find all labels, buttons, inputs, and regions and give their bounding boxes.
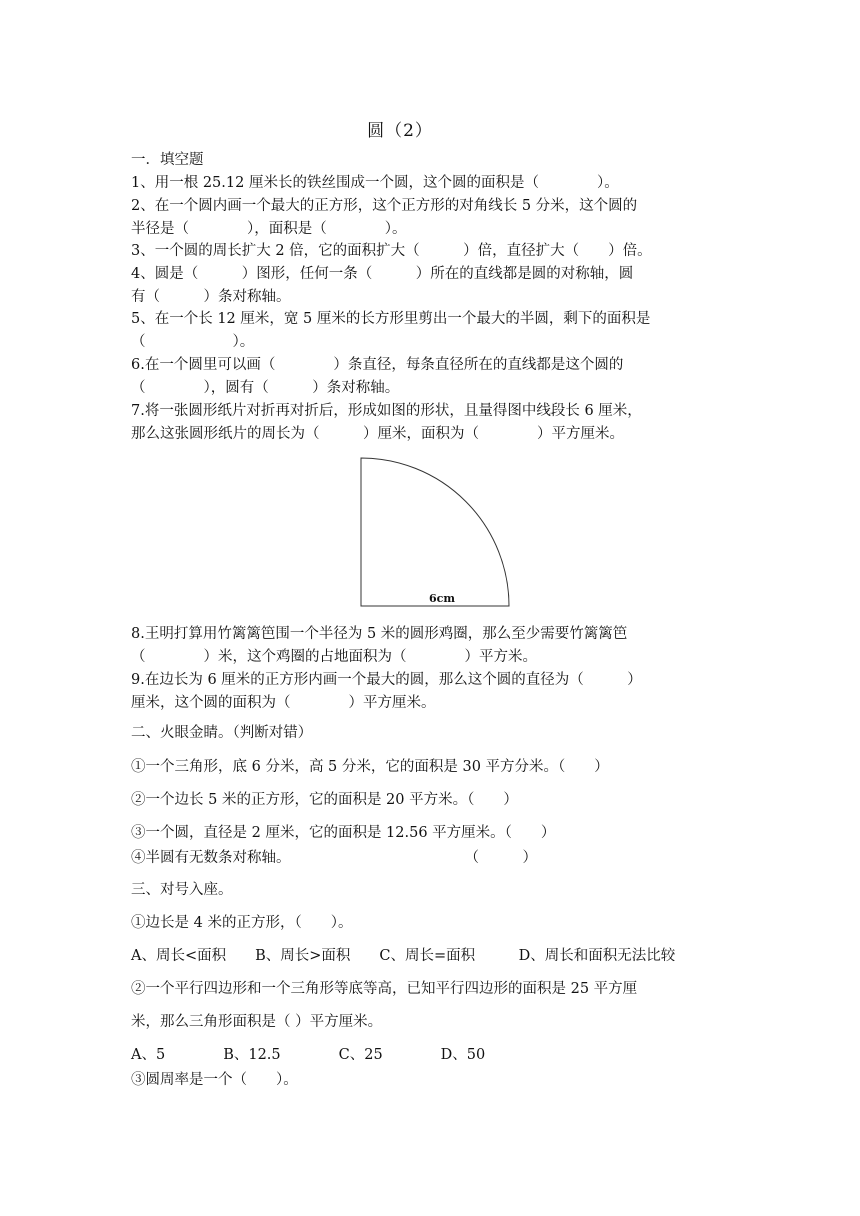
- question-line: 1、用一根 25.12 厘米长的铁丝围成一个圆，这个圆的面积是（ ）。: [131, 175, 619, 191]
- question-line: 那么这张圆形纸片的周长为（ ）厘米，面积为（ ）平方厘米。: [131, 426, 624, 442]
- question-line: 9.在边长为 6 厘米的正方形内画一个最大的圆，那么这个圆的直径为（ ）: [131, 672, 642, 688]
- quarter-circle-figure: [358, 455, 514, 611]
- judge-item: ③一个圆，直径是 2 厘米，它的面积是 12.56 平方厘米。（ ）: [131, 825, 556, 841]
- question-line: 厘米，这个圆的面积为（ ）平方厘米。: [131, 695, 436, 711]
- section-heading-judge: 二、火眼金睛。（判断对错）: [131, 725, 313, 741]
- section-heading-fill-blank: 一．填空题: [131, 152, 204, 168]
- choice-options: A、周长<面积 B、周长>面积 C、周长=面积 D、周长和面积无法比较: [131, 948, 676, 964]
- choice-question: ③圆周率是一个（ ）。: [131, 1072, 298, 1088]
- question-line: 半径是（ ），面积是（ ）。: [131, 221, 407, 237]
- choice-question: 米，那么三角形面积是（ ）平方厘米。: [131, 1014, 383, 1030]
- choice-question: ①边长是 4 米的正方形，（ ）。: [131, 915, 353, 931]
- choice-question: ②一个平行四边形和一个三角形等底等高，已知平行四边形的面积是 25 平方厘: [131, 981, 638, 997]
- question-line: （ ），圆有（ ）条对称轴。: [131, 380, 400, 396]
- question-line: 4、圆是（ ）图形，任何一条（ ）所在的直线都是圆的对称轴，圆: [131, 266, 634, 282]
- question-line: 7.将一张圆形纸片对折再对折后，形成如图的形状，且量得图中线段长 6 厘米，: [131, 403, 642, 419]
- question-line: （ ）米，这个鸡圈的占地面积为（ ）平方米。: [131, 649, 537, 665]
- section-heading-choice: 三、对号入座。: [131, 882, 233, 898]
- question-line: 6.在一个圆里可以画（ ）条直径，每条直径所在的直线都是这个圆的: [131, 357, 624, 373]
- judge-item: ①一个三角形，底 6 分米，高 5 分米，它的面积是 30 平方分米。（ ）: [131, 759, 609, 775]
- question-line: 8.王明打算用竹篱篱笆围一个半径为 5 米的圆形鸡圈，那么至少需要竹篱篱笆: [131, 626, 628, 642]
- question-line: 3、一个圆的周长扩大 2 倍，它的面积扩大（ ）倍，直径扩大（ ）倍。: [131, 243, 652, 259]
- question-line: 5、在一个长 12 厘米，宽 5 厘米的长方形里剪出一个最大的半圆，剩下的面积是: [131, 311, 651, 327]
- choice-options: A、5 B、12.5 C、25 D、50: [131, 1047, 486, 1063]
- judge-item: ④半圆有无数条对称轴。 （ ）: [131, 850, 537, 866]
- question-line: （ ）。: [131, 334, 255, 350]
- question-line: 有（ ）条对称轴。: [131, 289, 291, 305]
- question-line: 2、在一个圆内画一个最大的正方形，这个正方形的对角线长 5 分米，这个圆的: [131, 198, 638, 214]
- judge-item: ②一个边长 5 米的正方形，它的面积是 20 平方米。（ ）: [131, 792, 518, 808]
- figure-label: 6cm: [429, 592, 455, 605]
- quarter-circle-shape: [361, 458, 509, 606]
- page-title: 圆（2）: [367, 121, 433, 141]
